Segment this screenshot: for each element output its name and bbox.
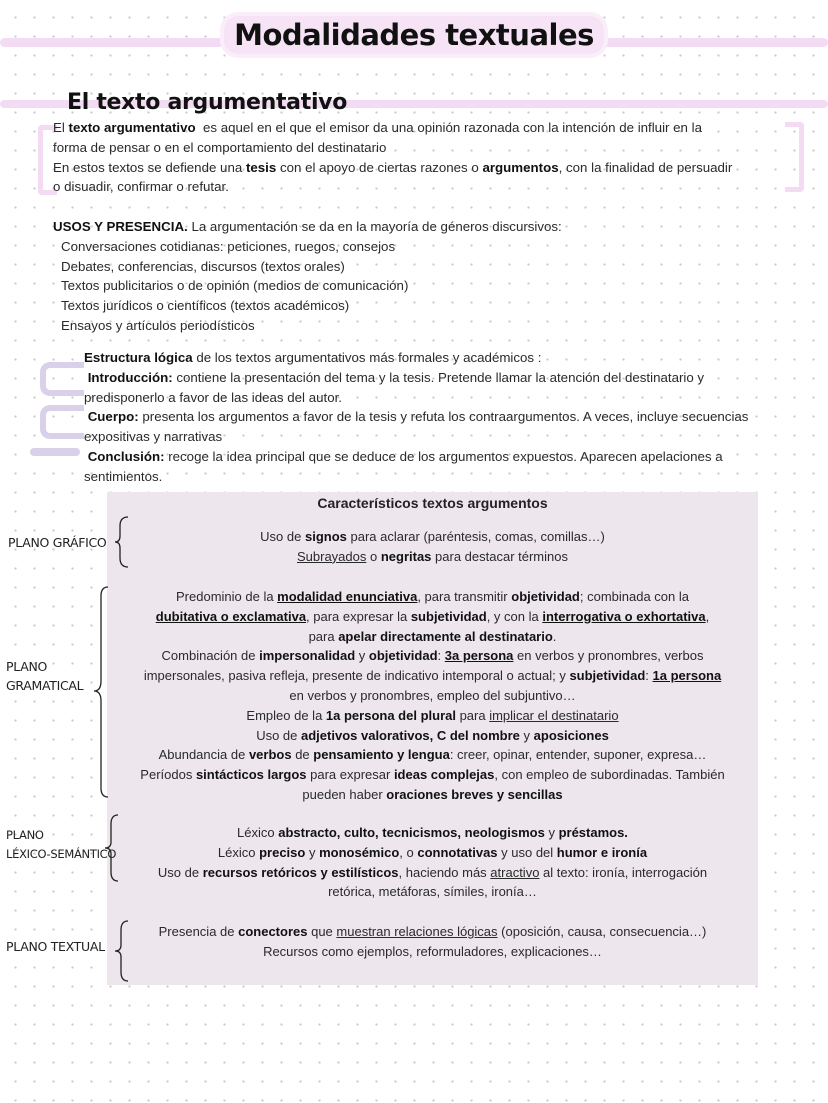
text-segment: para aclarar (paréntesis, comas, comillas…) [346, 529, 605, 544]
bold-text: Cuerpo: [84, 409, 139, 425]
bold-text: preciso [259, 844, 306, 860]
bold-text: texto argumentativo [68, 120, 196, 135]
bold-text: Estructura lógica [84, 350, 193, 365]
bold-text: tesis [245, 159, 277, 175]
intro-line [53, 177, 732, 197]
text-segment: que [307, 924, 337, 939]
text-segment: , para expresar la [306, 608, 411, 624]
bold-text: aposiciones [533, 727, 609, 743]
bold-text: modalidad enunciativa [277, 589, 418, 604]
estructura-line [84, 427, 748, 447]
text-segment: de los textos argumentativos más formales y académicos : [192, 350, 542, 365]
text-segment: Presencia de [158, 924, 239, 939]
label-line: PLANO [6, 828, 44, 842]
feature-line [107, 627, 758, 647]
arrow-deco-3 [30, 448, 80, 456]
text-segment: , [705, 608, 710, 624]
label-line: LÉXICO-SEMÁNTICO [6, 847, 117, 861]
text-segment: Empleo de la [246, 707, 326, 723]
text-segment: Uso de [157, 864, 203, 880]
bold-text: adjetivos valorativos, C del nombre [301, 727, 520, 743]
estructura-line [84, 388, 748, 408]
usos-item: Textos publicitarios o de opinión (medios de comunicación) [61, 278, 409, 294]
usos-item: Textos jurídicos o científicos (textos académicos) [61, 298, 350, 314]
bold-text: monosémico [319, 844, 400, 860]
text-segment: y [519, 727, 534, 743]
feature-line [107, 706, 758, 726]
bold-text: argumentos [482, 159, 559, 175]
usos-item: Conversaciones cotidianas: peticiones, ruegos, consejos [61, 238, 396, 254]
usos-lead [53, 217, 562, 237]
bold-text: verbos [248, 747, 292, 763]
bold-text: impersonalidad [259, 648, 356, 664]
usos-item: Debates, conferencias, discursos (textos orales) [61, 258, 345, 274]
plano-lexico-label [6, 826, 116, 864]
text-segment: contiene la presentación del tema y la tesis. Pretende llamar la atención del destinatario y [172, 369, 705, 385]
text-segment: : [437, 648, 445, 664]
feature-line [107, 823, 758, 843]
text-segment: predisponerlo a favor de las ideas del autor. [84, 389, 342, 405]
intro-line [53, 158, 732, 178]
plano-grafico-content [107, 527, 758, 567]
estructura-line [84, 407, 748, 427]
bold-text: negritas [380, 548, 432, 564]
text-segment: En estos textos se defiende una [53, 159, 246, 175]
feature-line [107, 942, 758, 962]
text-segment: : creer, opinar, entender, suponer, expresa… [449, 747, 707, 763]
label-line: PLANO [6, 659, 48, 674]
text-segment: presenta los argumentos a favor de la tesis y refuta los contraargumentos. A veces, incluye secuencias [138, 409, 749, 425]
bold-text: humor e ironía [556, 844, 648, 860]
bold-text: conectores [238, 924, 308, 939]
arrow-deco-1 [40, 362, 84, 396]
page-title [0, 18, 828, 52]
bold-text: pensamiento y lengua [313, 747, 450, 763]
feature-line [107, 666, 758, 686]
estructura-line [84, 348, 748, 368]
plano-gramatical-content [107, 587, 758, 805]
text-segment: o [366, 548, 381, 564]
text-segment: forma de pensar o en el comportamiento del destinatario [53, 139, 387, 155]
feature-line [107, 726, 758, 746]
estructura-line [84, 467, 748, 487]
intro-line [53, 138, 732, 158]
text-segment: ; combinada con la [579, 589, 689, 604]
text-segment: para destacar términos [431, 548, 568, 564]
text-segment: impersonales, pasiva refleja, presente de indicativo intemporal o actual; y [143, 668, 570, 684]
text-segment: , haciendo más [398, 864, 491, 880]
bold-text: 1a persona [652, 668, 722, 684]
text-segment: en verbos y pronombres, verbos [513, 648, 704, 664]
bold-text: abstracto, culto, tecnicismos, neologismos [278, 825, 545, 840]
intro-paragraph [53, 118, 732, 197]
feature-line [107, 765, 758, 785]
text-segment: de [291, 747, 314, 763]
plano-grafico-label: PLANO GRÁFICO [8, 535, 107, 550]
text-segment: al texto: ironía, interrogación [539, 864, 708, 880]
text-segment: y uso del [497, 844, 557, 860]
bold-text: interrogativa o exhortativa [542, 608, 706, 624]
text-segment: Combinación de [161, 648, 260, 664]
text-segment: sentimientos. [84, 468, 163, 484]
text-segment: o disuadir, confirmar o refutar. [53, 179, 229, 195]
text-segment: y [544, 825, 559, 840]
underlined-text: implicar el destinatario [489, 707, 619, 723]
text-segment: El [53, 120, 69, 135]
bold-text: subjetividad [410, 608, 487, 624]
underlined-text: atractivo [490, 864, 540, 880]
text-segment: Léxico [237, 825, 279, 840]
bold-text: apelar directamente al destinatario [338, 628, 553, 644]
bold-text: 3a persona [444, 648, 514, 664]
text-segment: , con la finalidad de persuadir [558, 159, 733, 175]
text-segment: La argumentación se da en la mayoría de géneros discursivos: [187, 219, 562, 234]
text-segment: Uso de [260, 529, 305, 544]
text-segment: , para transmitir [417, 589, 512, 604]
text-segment: en verbos y pronombres, empleo del subjuntivo… [289, 687, 576, 703]
text-segment: recoge la idea principal que se deduce de los argumentos expuestos. Aparecen apelaciones a [164, 448, 723, 464]
plano-lexico-content [107, 823, 758, 902]
text-segment: expositivas y narrativas [84, 429, 223, 445]
feature-line [107, 607, 758, 627]
text-segment: para [308, 628, 339, 644]
text-segment: para [455, 707, 490, 723]
text-segment: pueden haber [302, 786, 387, 802]
feature-line [107, 646, 758, 666]
bold-text: signos [304, 529, 347, 544]
estructura-line [84, 368, 748, 388]
feature-line [107, 843, 758, 863]
plano-textual-content [107, 922, 758, 962]
plano-textual-label: PLANO TEXTUAL [6, 939, 105, 954]
bold-text: dubitativa o exclamativa [155, 608, 307, 624]
usos-section [53, 217, 562, 336]
text-segment: Predominio de la [176, 589, 278, 604]
text-segment: Recursos como ejemplos, reformuladores, explicaciones… [263, 943, 602, 959]
underlined-text: Subrayados [296, 548, 367, 564]
bold-text: ideas complejas [393, 767, 495, 783]
feature-line [107, 686, 758, 706]
feature-line [107, 527, 758, 547]
feature-line [107, 547, 758, 567]
page-title-text: Modalidades textuales [224, 16, 604, 54]
text-segment: Léxico [217, 844, 260, 860]
bold-text: préstamos. [558, 825, 628, 840]
bold-text: sintácticos largos [195, 767, 307, 783]
text-segment: y [305, 844, 320, 860]
text-segment: (oposición, causa, consecuencia…) [497, 924, 707, 939]
bold-text: objetividad [368, 648, 438, 664]
text-segment: . [552, 628, 557, 644]
underlined-text: muestran relaciones lógicas [336, 924, 498, 939]
bold-text: subjetividad [569, 668, 646, 684]
bold-text: recursos retóricos y estilísticos [202, 864, 399, 880]
text-segment: , y con la [486, 608, 543, 624]
bold-text: USOS Y PRESENCIA. [53, 219, 188, 234]
text-segment: : [645, 668, 653, 684]
text-segment: retórica, metáforas, símiles, ironía… [328, 884, 537, 900]
estructura-section [84, 348, 748, 487]
feature-line [107, 785, 758, 805]
bold-text: Conclusión: [84, 448, 165, 464]
text-segment: , con empleo de subordinadas. También [494, 767, 725, 783]
feature-line [107, 922, 758, 942]
feature-line [107, 882, 758, 902]
characteristics-title: Característicos textos argumentos [317, 495, 548, 511]
text-segment: y [355, 648, 369, 664]
text-segment: Abundancia de [158, 747, 249, 763]
text-segment: , o [399, 844, 418, 860]
feature-line [107, 587, 758, 607]
estructura-line [84, 447, 748, 467]
bold-text: objetividad [511, 589, 580, 604]
usos-item: Ensayos y artículos periodísticos [61, 317, 255, 333]
text-segment: es aquel en el que el emisor da una opinión razonada con la intención de influir en la [195, 120, 702, 135]
text-segment: con el apoyo de ciertas razones o [276, 159, 483, 175]
text-segment: Períodos [140, 767, 196, 783]
text-segment: Uso de [256, 727, 302, 743]
bold-text: Introducción: [84, 369, 173, 385]
text-segment: para expresar [306, 767, 394, 783]
bold-text: connotativas [417, 844, 498, 860]
section-heading: El texto argumentativo [67, 90, 348, 115]
right-bracket-deco [785, 122, 804, 192]
plano-gramatical-label [6, 657, 83, 695]
intro-line [53, 118, 732, 138]
arrow-deco-2 [40, 405, 84, 439]
label-line: GRAMATICAL [6, 678, 84, 693]
feature-line [107, 863, 758, 883]
bold-text: 1a persona del plural [325, 707, 456, 723]
feature-line [107, 745, 758, 765]
bold-text: oraciones breves y sencillas [386, 786, 563, 802]
